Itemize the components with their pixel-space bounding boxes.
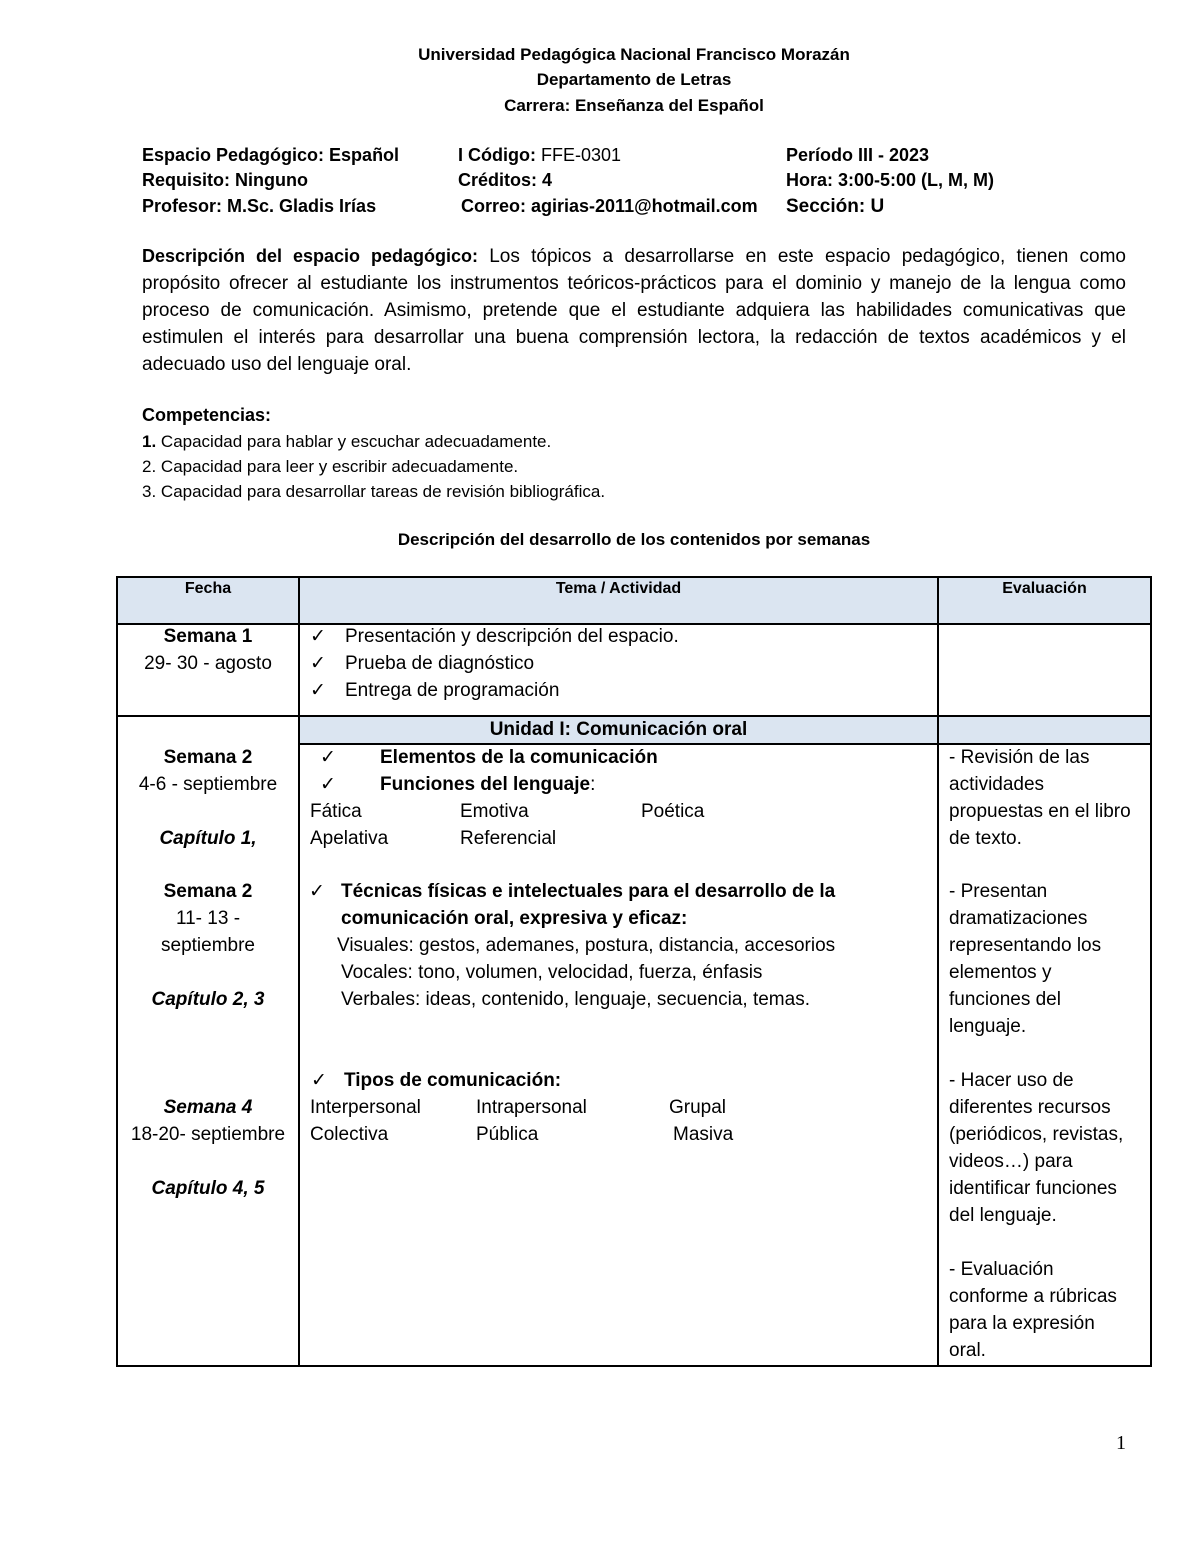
competencia-text: Capacidad para leer y escribir adecuadamente. bbox=[156, 457, 519, 476]
topic-heading bbox=[380, 774, 595, 796]
evaluation-line: para la expresión bbox=[949, 1313, 1095, 1334]
header-tema: Tema / Actividad bbox=[555, 580, 682, 597]
column-divider bbox=[937, 576, 939, 1367]
check-icon: ✓ bbox=[310, 680, 326, 701]
table-border-left bbox=[116, 576, 118, 1367]
week-dates: 11- 13 - bbox=[175, 908, 241, 929]
competencia-text: Capacidad para hablar y escuchar adecuadamente. bbox=[156, 432, 552, 451]
header-fecha: Fecha bbox=[184, 580, 232, 597]
seccion: Sección: U bbox=[786, 196, 885, 217]
week-label: Semana 4 bbox=[163, 1097, 253, 1118]
table-border-right bbox=[1150, 576, 1152, 1367]
evaluation-line: - Presentan bbox=[949, 881, 1048, 902]
topic-heading: Técnicas físicas e intelectuales para el desarrollo de la bbox=[341, 881, 836, 902]
evaluation-line: propuestas en el libro bbox=[949, 801, 1131, 822]
evaluation-line: oral. bbox=[949, 1340, 986, 1361]
evaluation-line: funciones del bbox=[949, 989, 1061, 1010]
competencia-num: 2. bbox=[142, 457, 157, 476]
function-item: Poética bbox=[641, 801, 705, 822]
evaluation-line: - Evaluación bbox=[949, 1259, 1054, 1280]
hora: Hora: 3:00-5:00 (L, M, M) bbox=[786, 170, 995, 190]
department-name: Departamento de Letras bbox=[536, 70, 732, 89]
row-divider bbox=[116, 623, 1152, 625]
column-divider bbox=[298, 576, 300, 1367]
week-dates: 29- 30 - agosto bbox=[144, 653, 272, 674]
evaluation-line: del lenguaje. bbox=[949, 1205, 1057, 1226]
table-border-top bbox=[116, 576, 1152, 578]
chapter-label: Capítulo 4, 5 bbox=[151, 1178, 265, 1199]
competencia-item bbox=[142, 480, 605, 505]
row-divider bbox=[298, 743, 1152, 745]
description-label: Descripción del espacio pedagógico: bbox=[142, 246, 478, 266]
function-item: Emotiva bbox=[460, 801, 529, 822]
activity-item: Presentación y descripción del espacio. bbox=[345, 626, 679, 647]
requisito: Requisito: Ninguno bbox=[142, 170, 308, 190]
check-icon: ✓ bbox=[310, 653, 326, 674]
technique-line: Visuales: gestos, ademanes, postura, distancia, accesorios bbox=[337, 935, 836, 956]
evaluation-line: dramatizaciones bbox=[949, 908, 1088, 929]
correo: Correo: agirias-2011@hotmail.com bbox=[461, 196, 758, 216]
function-item: Referencial bbox=[460, 828, 557, 849]
evaluation-line: conforme a rúbricas bbox=[949, 1286, 1117, 1307]
communication-type: Masiva bbox=[673, 1124, 734, 1145]
week-dates: 4-6 - septiembre bbox=[138, 774, 278, 795]
competencia-text: Capacidad para desarrollar tareas de revisión bibliográfica. bbox=[156, 482, 606, 501]
codigo bbox=[458, 143, 621, 168]
week-label: Semana 2 bbox=[163, 881, 253, 902]
evaluation-line: lenguaje. bbox=[949, 1016, 1027, 1037]
codigo-label: I Código: bbox=[458, 145, 536, 165]
evaluation-line: videos…) para bbox=[949, 1151, 1073, 1172]
header-evaluacion: Evaluación bbox=[1002, 580, 1087, 597]
topic-heading-colon: : bbox=[590, 774, 596, 795]
topic-heading: comunicación oral, expresiva y eficaz: bbox=[341, 908, 688, 929]
profesor: Profesor: M.Sc. Gladis Irías bbox=[142, 196, 377, 216]
career-name: Carrera: Enseñanza del Español bbox=[504, 96, 764, 115]
chapter-label: Capítulo 1, bbox=[159, 828, 257, 849]
competencia-num: 3. bbox=[142, 482, 157, 501]
communication-type: Pública bbox=[476, 1124, 539, 1145]
page-number: 1 bbox=[1116, 1432, 1126, 1454]
topic-heading-text: Funciones del lenguaje bbox=[380, 774, 591, 795]
function-item: Apelativa bbox=[310, 828, 389, 849]
evaluation-line: actividades bbox=[949, 774, 1045, 795]
competencia-item bbox=[142, 455, 518, 480]
topic-heading: Tipos de comunicación: bbox=[344, 1070, 562, 1091]
description-text: Los tópicos a desarrollarse en este espacio pedagógico, tienen como propósito ofrecer al estudiante los instrumentos teóricos-prácticos para el dominio y manejo de la lengua como proceso de comunicación. Asimismo, pretende que el estudiante adquiera las habilidades comunicativas que estimulen el interés para desarrollar una buena comprensión lectora, la redacción de textos académicos y el adecuado uso del lenguaje oral. bbox=[142, 246, 1126, 375]
communication-type: Interpersonal bbox=[310, 1097, 421, 1118]
check-icon: ✓ bbox=[311, 1070, 327, 1091]
function-item: Fática bbox=[310, 801, 362, 822]
check-icon: ✓ bbox=[310, 626, 326, 647]
row-divider bbox=[116, 715, 1152, 717]
technique-line: Vocales: tono, volumen, velocidad, fuerza, énfasis bbox=[341, 962, 763, 983]
topic-heading: Elementos de la comunicación bbox=[380, 747, 658, 768]
check-icon: ✓ bbox=[309, 881, 325, 902]
evaluation-line: elementos y bbox=[949, 962, 1052, 983]
unit-title: Unidad I: Comunicación oral bbox=[489, 719, 748, 740]
week-label: Semana 1 bbox=[163, 626, 253, 647]
check-icon: ✓ bbox=[320, 774, 336, 795]
communication-type: Colectiva bbox=[310, 1124, 389, 1145]
competencias-title: Competencias: bbox=[142, 405, 272, 425]
chapter-label: Capítulo 2, 3 bbox=[151, 989, 265, 1010]
table-title: Descripción del desarrollo de los contenidos por semanas bbox=[397, 530, 871, 549]
university-name: Universidad Pedagógica Nacional Francisco Morazán bbox=[418, 45, 850, 64]
evaluation-line: diferentes recursos bbox=[949, 1097, 1111, 1118]
evaluation-line: - Revisión de las bbox=[949, 747, 1090, 768]
communication-type: Intrapersonal bbox=[476, 1097, 587, 1118]
creditos: Créditos: 4 bbox=[458, 170, 553, 190]
activity-item: Entrega de programación bbox=[345, 680, 560, 701]
competencia-item bbox=[142, 430, 551, 455]
communication-type: Grupal bbox=[669, 1097, 727, 1118]
evaluation-line: (periódicos, revistas, bbox=[949, 1124, 1124, 1145]
week-dates: 18-20- septiembre bbox=[130, 1124, 286, 1145]
week-label: Semana 2 bbox=[163, 747, 253, 768]
activity-item: Prueba de diagnóstico bbox=[345, 653, 535, 674]
check-icon: ✓ bbox=[320, 747, 336, 768]
week-dates: septiembre bbox=[161, 935, 255, 956]
evaluation-line: de texto. bbox=[949, 828, 1022, 849]
technique-line: Verbales: ideas, contenido, lenguaje, secuencia, temas. bbox=[341, 989, 810, 1010]
table-border-bottom bbox=[116, 1365, 1152, 1367]
course-description bbox=[142, 243, 1126, 378]
competencia-num: 1. bbox=[142, 432, 157, 451]
evaluation-line: - Hacer uso de bbox=[949, 1070, 1074, 1091]
periodo: Período III - 2023 bbox=[786, 145, 930, 165]
evaluation-line: representando los bbox=[949, 935, 1102, 956]
codigo-value: FFE-0301 bbox=[535, 145, 622, 165]
espacio-pedagogico: Espacio Pedagógico: Español bbox=[142, 145, 400, 165]
evaluation-line: identificar funciones bbox=[949, 1178, 1117, 1199]
